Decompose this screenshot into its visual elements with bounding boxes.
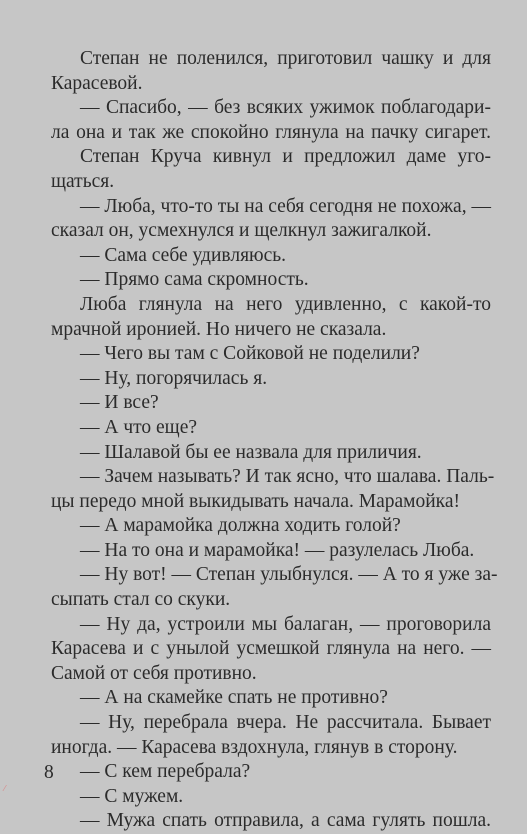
- corner-mark: ⁄: [4, 784, 6, 793]
- text-line: щаться.: [51, 170, 115, 192]
- text-line: Самой от себя противно.: [51, 662, 257, 684]
- text-line: — Чего вы там с Сойковой не поделили?: [80, 343, 420, 365]
- text-line: — Ну, погорячилась я.: [80, 367, 268, 389]
- text-line: — Ну вот! — Степан улыбнулся. — А то я уже за-: [80, 564, 498, 586]
- text-line: Степан не поленился, приготовил чашку и для: [80, 48, 491, 69]
- text-line: — С мужем.: [80, 785, 184, 807]
- text-line: сыпать стал со скуки.: [51, 589, 231, 611]
- text-line: Степан Круча кивнул и предложил даме уго-: [80, 146, 491, 168]
- text-line: — Мужа спать отправила, а сама гулять пошла.: [80, 810, 491, 832]
- text-line: — С кем перебрала?: [80, 761, 251, 783]
- book-page-text: [51, 47, 498, 834]
- text-line: сказал он, усмехнулся и щелкнул зажигалкой.: [51, 220, 432, 242]
- text-line: — Зачем называть? И так ясно, что шалава. Паль-: [80, 466, 495, 488]
- text-line: Карасева и с унылой усмешкой глянула на него. —: [51, 638, 491, 660]
- text-line: — На то она и марамойка! — разулелась Люба.: [80, 539, 475, 561]
- text-line: — Спасибо, — без всяких ужимок поблагодари-: [80, 97, 491, 119]
- text-line: — А марамойка должна ходить голой?: [80, 515, 401, 537]
- page-number: 8: [44, 762, 54, 783]
- text-line: иногда. — Карасева вздохнула, глянув в сторону.: [51, 736, 458, 758]
- text-line: ла она и так же спокойно глянула на пачку сигарет.: [51, 121, 491, 143]
- text-line: — Шалавой бы ее назвала для приличия.: [80, 441, 422, 463]
- text-line: Карасевой.: [51, 72, 143, 94]
- text-line: — Ну, перебрала вчера. Не рассчитала. Бывает: [80, 712, 491, 734]
- text-line: мрачной иронией. Но ничего не сказала.: [51, 318, 387, 340]
- text-line: цы передо мной выкидывать начала. Марамойка!: [51, 490, 460, 512]
- text-line: — Люба, что-то ты на себя сегодня не похожа, —: [80, 195, 491, 217]
- text-line: — И все?: [80, 392, 159, 414]
- text-line: — Ну да, устроили мы балаган, — проговорила: [80, 613, 491, 635]
- text-line: — А на скамейке спать не противно?: [80, 687, 388, 709]
- text-line: — Прямо сама скромность.: [80, 269, 309, 291]
- text-line: — Сама себе удивляюсь.: [80, 244, 287, 266]
- text-line: — А что еще?: [80, 416, 198, 438]
- text-line: Люба глянула на него удивленно, с какой-то: [80, 293, 491, 315]
